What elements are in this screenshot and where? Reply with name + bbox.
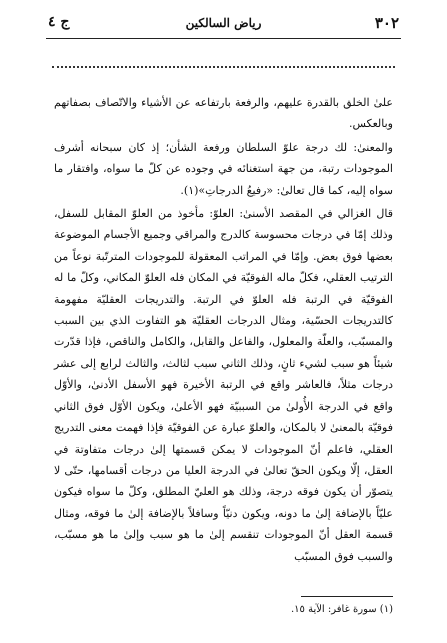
page-number: ٣٠٢	[374, 14, 399, 32]
dotted-separator	[52, 66, 395, 68]
running-title: رياض السالكين	[185, 16, 262, 30]
header-divider	[46, 38, 401, 39]
volume-label: ج ٤	[48, 14, 70, 30]
paragraph: علىٰ الخلق بالقدرة عليهم، والرفعة بارتفاعه عن الأشياء والاتّصاف بصفاتهم وبالعكس.	[54, 96, 393, 131]
paragraph: قال الغزالي في المقصد الأسنىٰ: العلوّ: مأخوذ من العلوّ المقابل للسفل، وذلك إمّا في درجات محسوسة كالدرج والمراقي وجميع الأجسام الموضوعة بعضها فوق بعض. وإمّا في المراتب المعقولة للموجودات المترتّبة نوعاً من الترتيب العقلي، فكلّ ماله الفوقيّة في المكان فله العلوّ المكاني، وكلّ ما له الفوقيّة في الرتبة فله العلوّ في الرتبة. والتدريجات العقليّة مفهومة كالتدريجات الحسّية، ومثال الدرجات العقليّة هو التفاوت الذي بين السبب والمسبّب، والعلّة والمعلول، والفاعل والقابل، والكامل والناقص، فإذا قدّرت شيئاً هو سبب لشيء ثانٍ، وذلك الثاني سبب لثالث، والثالث لرابع إلى عشر درجات مثلاً، فالعاشر واقع في الرتبة الأخيرة فهو الأسفل الأدنىٰ، والأوّل واقع في الدرجة الأُولىٰ من السببيّة فهو الأعلىٰ، ويكون الأوّل فوق الثاني فوقيّة بالمعنىٰ لا بالمكان، والعلوّ عبارة عن الفوقيّة فإذا فهمت معنى التدريج العقلي، فاعلم أنّ الموجودات لا يمكن قسمتها إلىٰ درجات متفاوتة في العقل، إلّا ويكون الحقّ تعالىٰ في الدرجة العليا من درجات أقسامها، حتّى لا يتصوّر أن يكون فوقه درجة، وذلك هو العليّ المطلق، وكلّ ما سواه فيكون عليّاً بالإضافة إلىٰ ما دونه، ويكون دنيّاً وسافلاً بالإضافة إلىٰ ما فوقه، ومثال قسمة العقل أنّ الموجودات تنقسم إلىٰ ما هو سبب وإلىٰ ما هو مسبّب، والسبب فوق المسبّب	[54, 207, 393, 563]
body-text	[54, 92, 393, 567]
paragraph: والمعنىٰ: لك درجة علوّ السلطان ورفعة الشأن؛ إذ كان سبحانه أشرف الموجودات رتبة، من جهة استغنائه في وجوده عن كلّ ما سواه، وافتقار ما سواه إليه، كما قال تعالىٰ: «رفيعُ الدرجاتِ»(١).	[54, 140, 393, 197]
page-header	[48, 14, 399, 36]
footnote-divider	[301, 596, 393, 597]
footnote: (١) سورة غافر: الآية ١٥.	[290, 604, 393, 615]
